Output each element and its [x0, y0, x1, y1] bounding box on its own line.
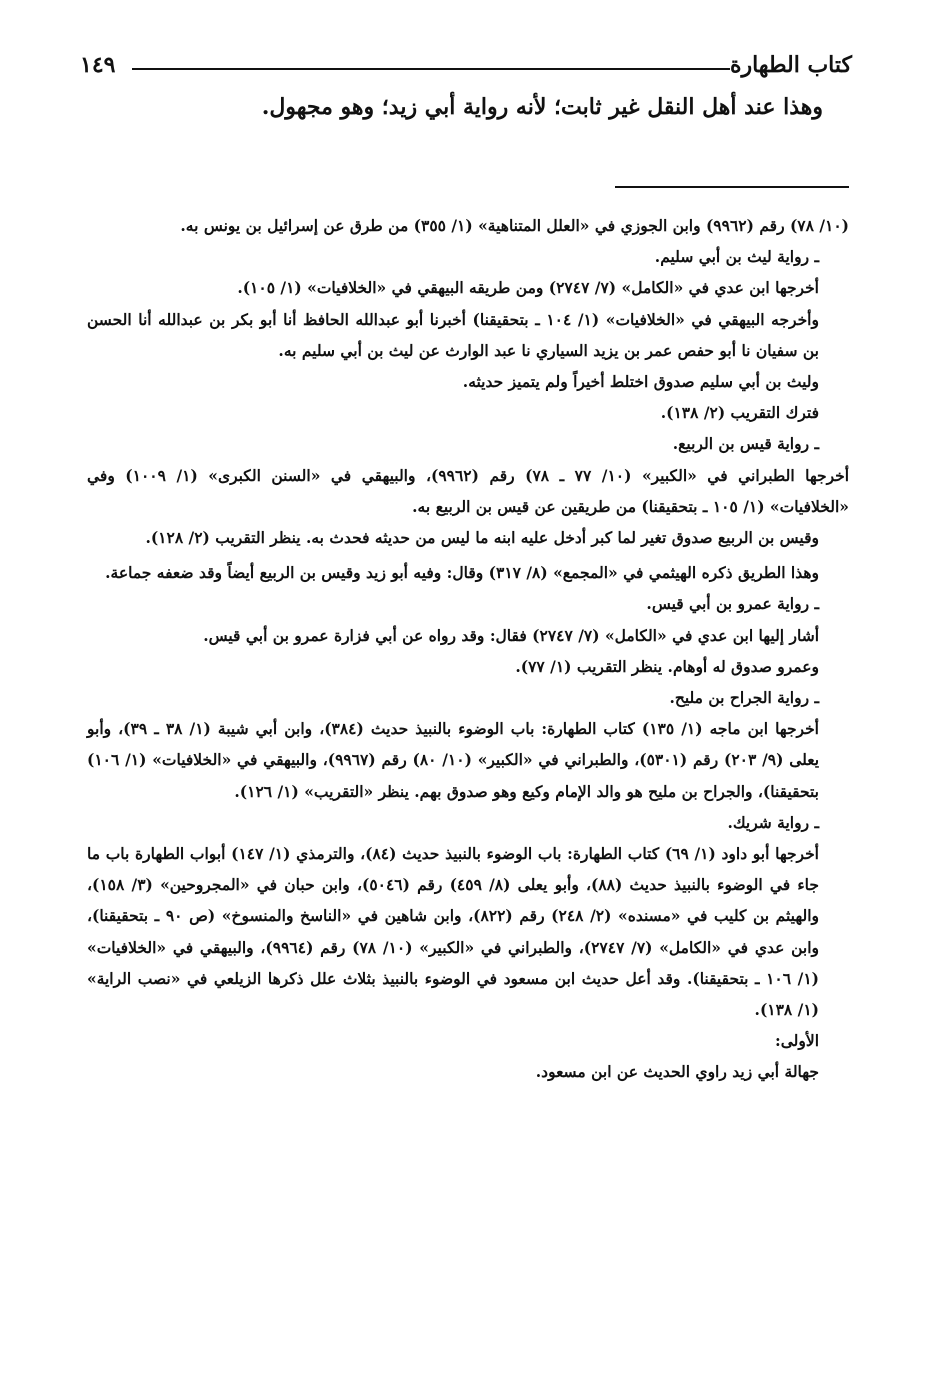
footnote-paragraph: أخرجها ابن ماجه (١/ ١٣٥) كتاب الطهارة: باب الوضوء بالنبيذ حديث (٣٨٤)، وابن أبي شيبة (١/ ٣٨ ـ ٣٩)، وأبو يعلى (٩/ ٢٠٣) رقم (٥٣٠١)، والطبراني في «الكبير» (١٠/ ٨٠) رقم (٩٩٦٧)، والبيهقي في «الخلافيات» (١/ ١٠٦) بتحقيقنا)، والجراح بن مليح هو والد الإمام وكيع وهو صدوق بهم. ينظر «التقريب» (١/ ١٢٦).	[87, 719, 820, 801]
footnote-paragraph: أخرجها أبو داود (١/ ٦٩) كتاب الطهارة: باب الوضوء بالنبيذ حديث (٨٤)، والترمذي (١/ ١٤٧) أبواب الطهارة باب ما جاء في الوضوء بالنبيذ حديث (٨٨)، وأبو يعلى (٨/ ٤٥٩) رقم (٥٠٤٦)، وابن حبان في «المجروحين» (٣/ ١٥٨)، والهيثم بن كليب في «مسنده» (٢/ ٢٤٨) رقم (٨٢٢)، وابن شاهين في «الناسخ والمنسوخ» (ص ٩٠ ـ بتحقيقنا)، وابن عدي في «الكامل» (٧/ ٢٧٤٧)، والطبراني في «الكبير» (١٠/ ٧٨) رقم (٩٩٦٤)، والبيهقي في «الخلافيات» (١/ ١٠٦ ـ بتحقيقنا). وقد أعل حديث ابن مسعود في الوضوء بالنبيذ بثلاث علل ذكرها الزيلعي في «نصب الراية» (١/ ١٣٨).	[87, 844, 819, 1020]
footnote-paragraph: (١٠/ ٧٨) رقم (٩٩٦٢) وابن الجوزي في «العلل المتناهية» (١/ ٣٥٥) من طرق عن إسرائيل بن يونس به.	[180, 216, 849, 235]
footnote-paragraph: وليث بن أبي سليم صدوق اختلط أخيراً ولم يتميز حديثه.	[462, 372, 819, 392]
running-header	[80, 52, 852, 88]
footnote-paragraph: وقيس بن الربيع صدوق تغير لما كبر أدخل عليه ابنه ما ليس من حديثه فحدث به. ينظر التقريب (٢/ ١٢٨).	[145, 528, 819, 548]
footnotes	[87, 210, 849, 1088]
footnote-separator	[615, 186, 849, 188]
footnote-paragraph: ـ رواية الجراح بن مليح.	[669, 688, 819, 708]
footnote-paragraph: وهذا الطريق ذكره الهيثمي في «المجمع» (٨/ ٣١٧) وقال: وفيه أبو زيد وقيس بن الربيع أيضاً وقد ضعفه جماعة.	[105, 563, 819, 583]
footnote-paragraph: جهالة أبي زيد راوي الحديث عن ابن مسعود.	[535, 1062, 819, 1082]
footnote-paragraph: فترك التقريب (٢/ ١٣٨).	[660, 403, 819, 423]
header-rule	[132, 68, 730, 70]
footnote-paragraph: ـ رواية عمرو بن أبي قيس.	[646, 594, 819, 614]
footnote-paragraph: أشار إليها ابن عدي في «الكامل» (٧/ ٢٧٤٧) فقال: وقد رواه عن أبي فزارة عمرو بن أبي قيس.	[203, 625, 819, 645]
footnote-paragraph: ـ رواية ليث بن أبي سليم.	[654, 247, 819, 267]
footnote-paragraph: وأخرجه البيهقي في «الخلافيات» (١/ ١٠٤ ـ بتحقيقنا) أخبرنا أبو عبدالله الحافظ أنا أبو بكر بن عبدالله أنا الحسن بن سفيان نا أبو حفص عمر بن يزيد السياري نا عبد الوارث عن ليث بن أبي سليم به.	[87, 309, 819, 360]
footnote-paragraph: أخرجها ابن عدي في «الكامل» (٧/ ٢٧٤٧) ومن طريقه البيهقي في «الخلافيات» (١/ ١٠٥).	[237, 278, 819, 298]
chapter-title: كتاب الطهارة	[729, 52, 852, 78]
footnote-paragraph: وعمرو صدوق له أوهام. ينظر التقريب (١/ ٧٧).	[515, 656, 819, 676]
footnote-paragraph: ـ رواية شريك.	[727, 812, 819, 832]
page-number: ١٤٩	[80, 52, 116, 78]
footnote-paragraph: الأولى:	[775, 1031, 819, 1051]
main-text: وهذا عند أهل النقل غير ثابت؛ لأنه رواية أبي زيد؛ وهو مجهول.	[261, 94, 823, 120]
footnote-paragraph: أخرجها الطبراني في «الكبير» (١٠/ ٧٧ ـ ٧٨) رقم (٩٩٦٢)، والبيهقي في «السنن الكبرى» (١/ ١٠٠٩) وفي «الخلافيات» (١/ ١٠٥ ـ بتحقيقنا) من طريقين عن قيس بن الربيع به.	[87, 465, 850, 516]
footnote-paragraph: ـ رواية قيس بن الربيع.	[672, 434, 819, 454]
